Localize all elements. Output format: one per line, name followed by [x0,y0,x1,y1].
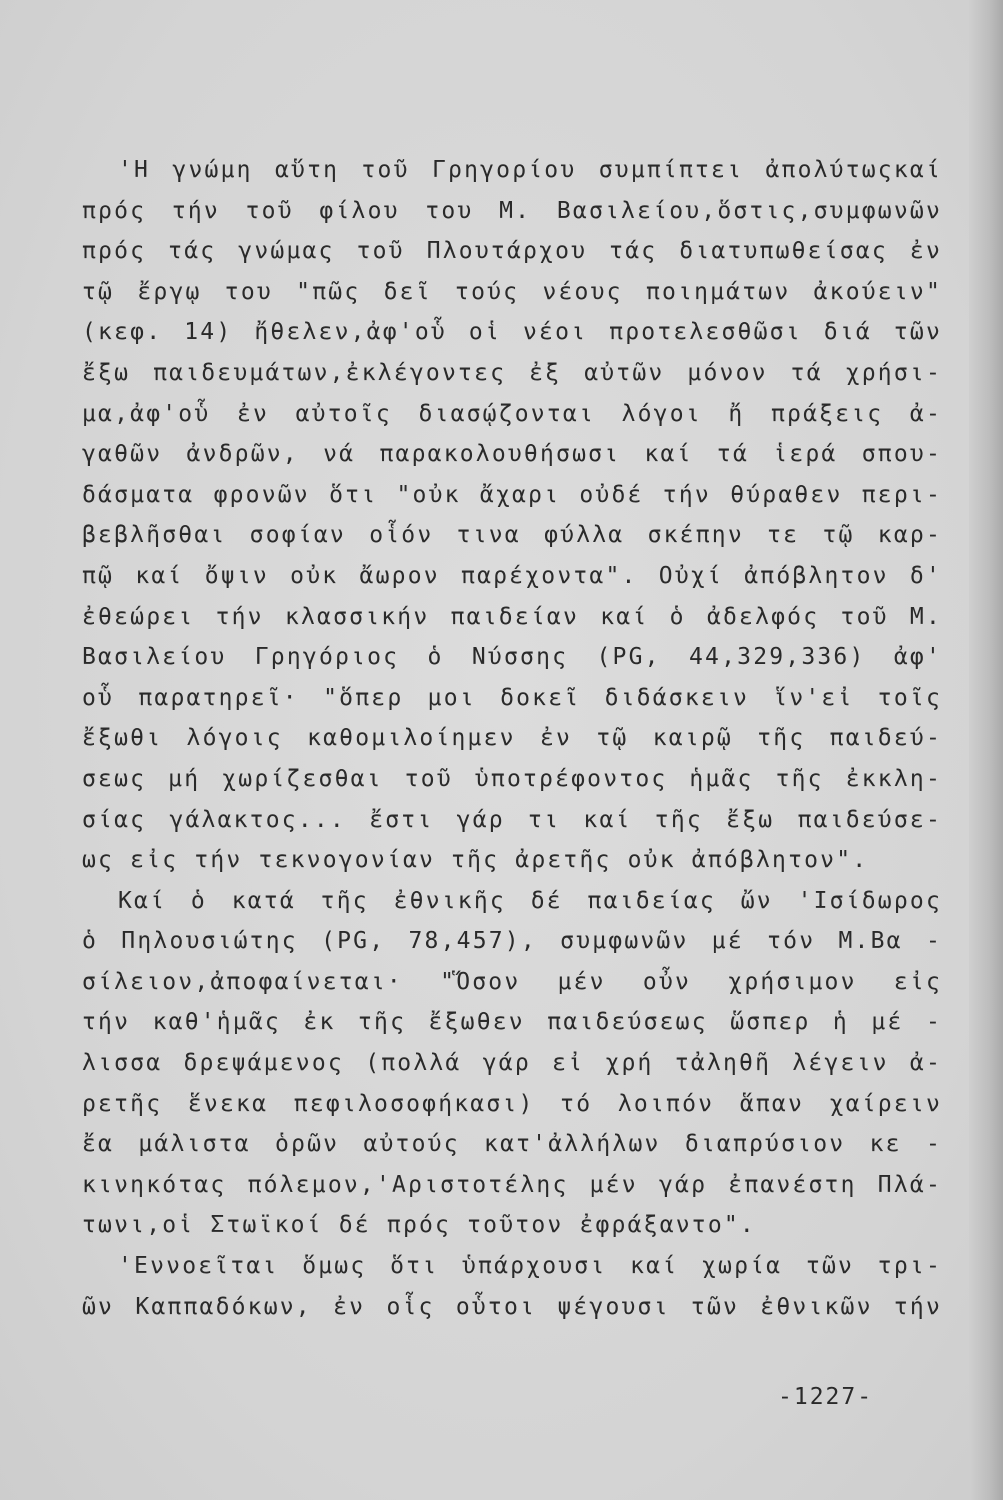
text-line: ως εἰς τήν τεκνογονίαν τῆς ἀρετῆς οὐκ ἀπόβλητον". [82,847,869,874]
text-line: σίλειον,ἀποφαίνεται· "Ὅσον μέν οὖν χρήσιμον εἰς [82,968,942,995]
text-line: δάσματα φρονῶν ὅτι "οὐκ ἄχαρι οὐδέ τήν θύραθεν περι- [82,481,942,508]
text-line: Βασιλείου Γρηγόριος ὁ Νύσσης (PG, 44,329,336) ἀφ' [82,644,942,671]
text-line: ἔξω παιδευμάτων,ἐκλέγοντες ἐξ αὐτῶν μόνον τά χρήσι- [82,359,942,386]
text-line: τήν καθ'ἡμᾶς ἐκ τῆς ἔξωθεν παιδεύσεως ὥσπερ ἡ μέ - [82,1009,942,1036]
text-line: ὁ Πηλουσιώτης (PG, 78,457), συμφωνῶν μέ τόν Μ.Βα - [82,928,942,955]
text-line: ῶν Καππαδόκων, ἐν οἷς οὗτοι ψέγουσι τῶν ἐθνικῶν τήν [82,1293,942,1320]
text-line: ἔα μάλιστα ὁρῶν αὐτούς κατ'ἀλλήλων διαπρύσιον κε - [82,1131,942,1158]
text-line: κινηκότας πόλεμον,'Αριστοτέλης μέν γάρ ἐπανέστη Πλά- [82,1171,942,1198]
page-edge-shadow [969,0,1003,1500]
text-line: τῷ ἔργῳ του "πῶς δεῖ τούς νέους ποιημάτων ἀκούειν" [82,278,942,305]
body-text [82,150,942,1327]
text-line: ρετῆς ἕνεκα πεφιλοσοφήκασι) τό λοιπόν ἅπαν χαίρειν [82,1090,942,1117]
text-line: τωνι,οἱ Στωϊκοί δέ πρός τοῦτον ἐφράξαντο". [82,1212,756,1239]
page-number: -1227- [778,1384,874,1410]
text-line: σεως μή χωρίζεσθαι τοῦ ὑποτρέφοντος ἡμᾶς τῆς ἐκκλη- [82,765,942,792]
text-line: 'Εννοεῖται ὅμως ὅτι ὑπάρχουσι καί χωρία τῶν τρι- [118,1253,942,1280]
text-line: 'Η γνώμη αὕτη τοῦ Γρηγορίου συμπίπτει ἀπολύτωςκαί [118,157,942,183]
text-line: σίας γάλακτος... ἔστι γάρ τι καί τῆς ἔξω παιδεύσε- [82,806,942,833]
text-line: ἐθεώρει τήν κλασσικήν παιδείαν καί ὁ ἀδελφός τοῦ Μ. [82,603,942,630]
text-line: (κεφ. 14) ἤθελεν,ἀφ'οὗ οἱ νέοι προτελεσθῶσι διά τῶν [82,319,942,346]
text-line: οὗ παρατηρεῖ· "ὅπερ μοι δοκεῖ διδάσκειν ἵν'εἰ τοῖς [82,684,942,711]
text-line: λισσα δρεψάμενος (πολλά γάρ εἰ χρή τἀληθῆ λέγειν ἀ- [82,1050,942,1077]
text-line: βεβλῆσθαι σοφίαν οἷόν τινα φύλλα σκέπην τε τῷ καρ- [82,522,942,549]
text-line: μα,ἀφ'οὗ ἐν αὐτοῖς διασῴζονται λόγοι ἤ πράξεις ἀ- [82,400,942,427]
text-line: ἔξωθι λόγοις καθομιλοίημεν ἐν τῷ καιρῷ τῆς παιδεύ- [82,725,942,752]
text-line: πρός τάς γνώμας τοῦ Πλουτάρχου τάς διατυπωθείσας ἐν [82,238,942,265]
text-line: πρός τήν τοῦ φίλου του Μ. Βασιλείου,ὅστις,συμφωνῶν [82,197,942,224]
text-line: γαθῶν ἀνδρῶν, νά παρακολουθήσωσι καί τά ἱερά σπου- [82,441,942,468]
text-line: πῷ καί ὄψιν οὐκ ἄωρον παρέχοντα". Οὐχί ἀπόβλητον δ' [82,562,942,589]
text-line: Καί ὁ κατά τῆς ἐθνικῆς δέ παιδείας ὤν 'Ισίδωρος [118,887,942,914]
